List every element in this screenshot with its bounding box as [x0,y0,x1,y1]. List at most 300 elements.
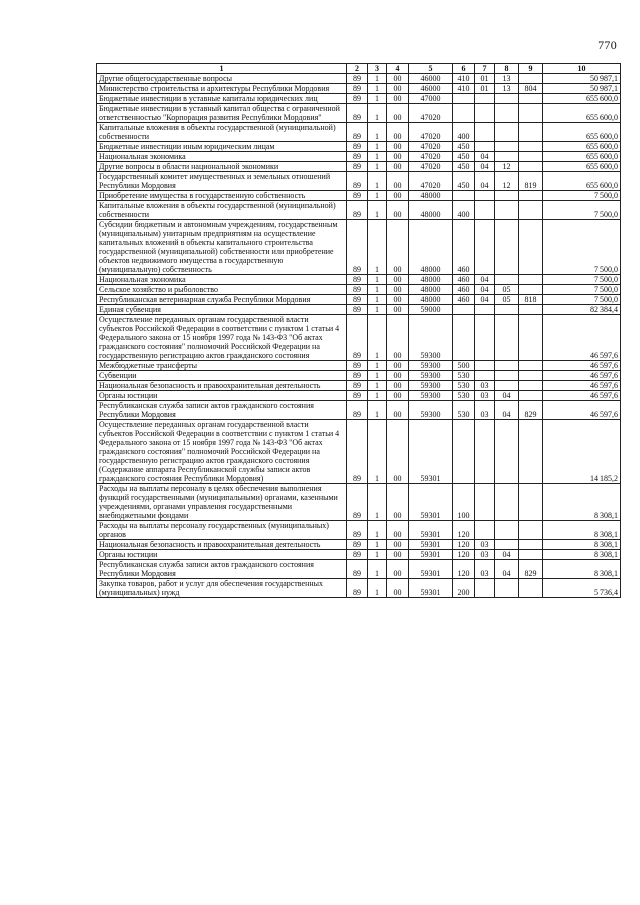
code-cell: 59300 [409,315,453,361]
code-cell [475,361,495,371]
code-cell: 89 [347,285,368,295]
amount-cell: 8 308,1 [543,550,621,560]
code-cell [519,152,543,162]
code-cell [495,275,519,285]
code-cell: 59301 [409,579,453,598]
code-cell: 00 [387,295,409,305]
code-cell [495,420,519,484]
code-cell: 89 [347,521,368,540]
amount-cell: 8 308,1 [543,521,621,540]
code-cell: 00 [387,550,409,560]
code-cell [475,579,495,598]
row-name-cell: Бюджетные инвестиции в уставные капиталы юридических лиц [97,94,347,104]
code-cell: 1 [368,191,387,201]
code-cell: 04 [475,275,495,285]
amount-cell: 7 500,0 [543,191,621,201]
code-cell [495,142,519,152]
row-name-cell: Субвенции [97,371,347,381]
code-cell: 1 [368,123,387,142]
row-name-cell: Республиканская служба записи актов гражданского состояния Республики Мордовия [97,401,347,420]
code-cell: 89 [347,94,368,104]
row-name-cell: Бюджетные инвестиции иным юридическим лицам [97,142,347,152]
amount-cell: 5 736,4 [543,579,621,598]
row-name-cell: Республиканская служба записи актов гражданского состояния Республики Мордовия [97,560,347,579]
code-cell: 1 [368,401,387,420]
code-cell [519,305,543,315]
code-cell [519,361,543,371]
code-cell: 04 [475,162,495,172]
column-header: 2 [347,64,368,74]
code-cell [475,104,495,123]
code-cell: 00 [387,381,409,391]
code-cell [519,391,543,401]
code-cell: 829 [519,401,543,420]
code-cell: 00 [387,484,409,521]
row-name-cell: Республиканская ветеринарная служба Республики Мордовия [97,295,347,305]
code-cell: 89 [347,315,368,361]
code-cell [475,142,495,152]
code-cell: 89 [347,484,368,521]
code-cell: 13 [495,74,519,84]
row-name-cell: Национальная безопасность и правоохранительная деятельность [97,540,347,550]
code-cell: 59301 [409,550,453,560]
code-cell: 89 [347,162,368,172]
amount-cell: 655 600,0 [543,162,621,172]
amount-cell: 46 597,6 [543,381,621,391]
code-cell: 1 [368,550,387,560]
column-header: 6 [453,64,475,74]
code-cell: 12 [495,162,519,172]
code-cell [475,123,495,142]
code-cell: 13 [495,84,519,94]
amount-cell: 14 185,2 [543,420,621,484]
column-header: 1 [97,64,347,74]
code-cell: 89 [347,84,368,94]
amount-cell: 655 600,0 [543,172,621,191]
code-cell [495,104,519,123]
table-row [97,361,621,371]
code-cell: 46000 [409,74,453,84]
code-cell: 1 [368,315,387,361]
amount-cell: 46 597,6 [543,315,621,361]
code-cell [519,74,543,84]
code-cell: 04 [495,550,519,560]
row-name-cell: Сельское хозяйство и рыболовство [97,285,347,295]
code-cell: 1 [368,295,387,305]
amount-cell: 7 500,0 [543,201,621,220]
code-cell: 00 [387,201,409,220]
amount-cell: 46 597,6 [543,391,621,401]
table-row [97,371,621,381]
row-name-cell: Осуществление переданных органам государственной власти субъектов Российской Федерации в соответствии с пунктом 1 статьи 4 Федерального закона от 15 ноября 1997 года № 143-ФЗ "Об актах гражданского состояния" полномочий Российской Федерации на государственную регистрацию актов гражданского состояния (Содержание аппарата Республиканской службы записи актов гражданского состояния Республики Мордовия) [97,420,347,484]
code-cell [453,104,475,123]
code-cell [519,420,543,484]
code-cell [475,305,495,315]
code-cell: 89 [347,123,368,142]
code-cell: 00 [387,315,409,361]
row-name-cell: Межбюджетные трансферты [97,361,347,371]
code-cell [519,104,543,123]
code-cell: 00 [387,275,409,285]
code-cell [519,201,543,220]
amount-cell: 50 987,1 [543,74,621,84]
table-row [97,391,621,401]
code-cell: 89 [347,550,368,560]
code-cell: 05 [495,295,519,305]
row-name-cell: Осуществление переданных органам государственной власти субъектов Российской Федерации в соответствии с пунктом 1 статьи 4 Федерального закона от 15 ноября 1997 года № 143-ФЗ "Об актах гражданского состояния" полномочий Российской Федерации на государственную регистрацию актов гражданского состояния [97,315,347,361]
code-cell: 03 [475,381,495,391]
code-cell: 47000 [409,94,453,104]
row-name-cell: Органы юстиции [97,550,347,560]
code-cell: 00 [387,579,409,598]
table-row [97,420,621,484]
code-cell: 89 [347,391,368,401]
amount-cell: 7 500,0 [543,275,621,285]
row-name-cell: Капитальные вложения в объекты государственной (муниципальной) собственности [97,201,347,220]
code-cell: 89 [347,152,368,162]
code-cell: 410 [453,84,475,94]
code-cell: 530 [453,381,475,391]
row-name-cell: Бюджетные инвестиции в уставный капитал общества с ограниченной ответственностью "Корпорация развития Республики Мордовия" [97,104,347,123]
code-cell [495,521,519,540]
code-cell: 89 [347,201,368,220]
code-cell: 59301 [409,420,453,484]
code-cell: 1 [368,94,387,104]
code-cell: 59300 [409,401,453,420]
code-cell: 89 [347,381,368,391]
code-cell: 59300 [409,381,453,391]
table-row [97,94,621,104]
column-header: 10 [543,64,621,74]
table-row [97,381,621,391]
code-cell: 46000 [409,84,453,94]
table-row [97,104,621,123]
table-header-row [97,64,621,74]
code-cell: 89 [347,74,368,84]
code-cell: 1 [368,521,387,540]
code-cell: 89 [347,305,368,315]
table-row [97,579,621,598]
code-cell: 89 [347,172,368,191]
row-name-cell: Органы юстиции [97,391,347,401]
code-cell [519,540,543,550]
code-cell: 1 [368,371,387,381]
code-cell: 1 [368,162,387,172]
code-cell: 89 [347,191,368,201]
amount-cell: 46 597,6 [543,401,621,420]
code-cell [495,191,519,201]
code-cell: 00 [387,191,409,201]
code-cell: 1 [368,74,387,84]
amount-cell: 655 600,0 [543,152,621,162]
code-cell: 89 [347,560,368,579]
code-cell: 1 [368,579,387,598]
code-cell [519,550,543,560]
amount-cell: 655 600,0 [543,104,621,123]
code-cell: 47020 [409,172,453,191]
code-cell: 00 [387,172,409,191]
amount-cell: 8 308,1 [543,484,621,521]
table-row [97,295,621,305]
code-cell: 89 [347,142,368,152]
code-cell: 1 [368,275,387,285]
code-cell: 05 [495,285,519,295]
code-cell: 120 [453,550,475,560]
code-cell: 00 [387,123,409,142]
code-cell [495,123,519,142]
code-cell: 89 [347,579,368,598]
code-cell: 450 [453,172,475,191]
table-body [97,74,621,598]
budget-table [96,63,621,598]
code-cell: 00 [387,84,409,94]
code-cell [495,220,519,275]
code-cell: 59300 [409,391,453,401]
code-cell: 530 [453,371,475,381]
table-row [97,540,621,550]
code-cell [495,371,519,381]
table-row [97,74,621,84]
code-cell [475,220,495,275]
code-cell [519,162,543,172]
row-name-cell: Капитальные вложения в объекты государственной (муниципальной) собственности [97,123,347,142]
code-cell [475,521,495,540]
code-cell [519,521,543,540]
code-cell: 400 [453,201,475,220]
row-name-cell: Субсидии бюджетным и автономным учреждениям, государственным (муниципальным) унитарным предприятиям на осуществление капитальных вложений в объекты капитального строительства государственной (муниципальной) собственности или приобретение объектов недвижимого имущества в государственную (муниципальную) собственность [97,220,347,275]
table-row [97,172,621,191]
code-cell: 48000 [409,275,453,285]
row-name-cell: Расходы на выплаты персоналу в целях обеспечения выполнения функций государственными (муниципальными) органами, казенными учреждениями, органами управления государственными внебюджетными фондами [97,484,347,521]
code-cell: 48000 [409,191,453,201]
code-cell: 100 [453,484,475,521]
code-cell [519,142,543,152]
code-cell: 03 [475,560,495,579]
code-cell: 01 [475,84,495,94]
code-cell: 00 [387,401,409,420]
code-cell: 59301 [409,521,453,540]
code-cell [519,94,543,104]
code-cell: 819 [519,172,543,191]
code-cell [475,201,495,220]
code-cell [453,191,475,201]
code-cell [495,315,519,361]
code-cell [495,361,519,371]
code-cell [495,381,519,391]
code-cell: 1 [368,381,387,391]
column-header: 7 [475,64,495,74]
code-cell [519,381,543,391]
code-cell [519,371,543,381]
code-cell [475,371,495,381]
row-name-cell: Национальная безопасность и правоохранительная деятельность [97,381,347,391]
amount-cell: 655 600,0 [543,142,621,152]
code-cell: 00 [387,142,409,152]
code-cell: 89 [347,361,368,371]
code-cell: 00 [387,391,409,401]
code-cell: 47020 [409,152,453,162]
code-cell: 460 [453,275,475,285]
code-cell: 48000 [409,220,453,275]
amount-cell: 7 500,0 [543,285,621,295]
code-cell: 804 [519,84,543,94]
code-cell: 460 [453,295,475,305]
table-row [97,275,621,285]
code-cell: 48000 [409,295,453,305]
code-cell: 1 [368,560,387,579]
amount-cell: 7 500,0 [543,220,621,275]
code-cell: 400 [453,123,475,142]
code-cell [519,123,543,142]
table-row [97,123,621,142]
code-cell: 200 [453,579,475,598]
code-cell: 00 [387,94,409,104]
code-cell [495,94,519,104]
code-cell: 00 [387,220,409,275]
code-cell: 47020 [409,142,453,152]
code-cell [519,579,543,598]
code-cell: 04 [475,285,495,295]
code-cell: 59000 [409,305,453,315]
table-row [97,142,621,152]
code-cell: 47020 [409,162,453,172]
row-name-cell: Государственный комитет имущественных и земельных отношений Республики Мордовия [97,172,347,191]
row-name-cell: Другие общегосударственные вопросы [97,74,347,84]
code-cell: 12 [495,172,519,191]
code-cell: 00 [387,420,409,484]
code-cell: 1 [368,220,387,275]
code-cell: 1 [368,201,387,220]
code-cell: 1 [368,104,387,123]
row-name-cell: Министерство строительства и архитектуры Республики Мордовия [97,84,347,94]
code-cell: 00 [387,285,409,295]
amount-cell: 655 600,0 [543,94,621,104]
amount-cell: 8 308,1 [543,560,621,579]
code-cell: 01 [475,74,495,84]
code-cell: 04 [475,172,495,191]
amount-cell: 46 597,6 [543,371,621,381]
code-cell [475,484,495,521]
code-cell: 59300 [409,371,453,381]
code-cell: 818 [519,295,543,305]
table-row [97,305,621,315]
code-cell: 03 [475,550,495,560]
code-cell: 1 [368,172,387,191]
column-header: 5 [409,64,453,74]
table-row [97,191,621,201]
code-cell: 829 [519,560,543,579]
amount-cell: 46 597,6 [543,361,621,371]
code-cell [519,275,543,285]
table-row [97,521,621,540]
code-cell: 03 [475,391,495,401]
code-cell: 00 [387,371,409,381]
row-name-cell: Другие вопросы в области национальной экономики [97,162,347,172]
code-cell: 89 [347,275,368,285]
code-cell: 1 [368,285,387,295]
code-cell [519,484,543,521]
code-cell: 460 [453,220,475,275]
table-row [97,560,621,579]
table-row [97,152,621,162]
code-cell [453,305,475,315]
code-cell [519,315,543,361]
code-cell: 48000 [409,285,453,295]
table-row [97,484,621,521]
code-cell: 1 [368,361,387,371]
code-cell: 00 [387,521,409,540]
table-row [97,401,621,420]
code-cell: 530 [453,391,475,401]
code-cell: 59301 [409,484,453,521]
code-cell: 500 [453,361,475,371]
code-cell [519,220,543,275]
table-row [97,220,621,275]
code-cell: 00 [387,361,409,371]
page-number: 770 [598,38,617,52]
code-cell: 03 [475,540,495,550]
code-cell: 120 [453,521,475,540]
code-cell: 04 [495,391,519,401]
code-cell: 00 [387,162,409,172]
amount-cell: 655 600,0 [543,123,621,142]
row-name-cell: Национальная экономика [97,152,347,162]
code-cell: 120 [453,540,475,550]
code-cell: 00 [387,104,409,123]
code-cell [495,540,519,550]
row-name-cell: Единая субвенция [97,305,347,315]
code-cell: 460 [453,285,475,295]
code-cell: 89 [347,420,368,484]
table-row [97,315,621,361]
amount-cell: 82 384,4 [543,305,621,315]
code-cell: 89 [347,295,368,305]
code-cell: 1 [368,391,387,401]
table-row [97,285,621,295]
code-cell: 00 [387,540,409,550]
row-name-cell: Закупка товаров, работ и услуг для обеспечения государственных (муниципальных) нужд [97,579,347,598]
code-cell [453,94,475,104]
code-cell [495,152,519,162]
code-cell: 04 [475,295,495,305]
code-cell: 00 [387,152,409,162]
row-name-cell: Приобретение имущества в государственную собственность [97,191,347,201]
code-cell [495,579,519,598]
code-cell: 530 [453,401,475,420]
code-cell: 04 [495,560,519,579]
code-cell: 47020 [409,104,453,123]
code-cell: 89 [347,401,368,420]
code-cell [475,94,495,104]
code-cell: 1 [368,484,387,521]
code-cell: 89 [347,540,368,550]
code-cell: 89 [347,220,368,275]
code-cell: 450 [453,152,475,162]
code-cell: 1 [368,540,387,550]
code-cell: 1 [368,142,387,152]
code-cell: 48000 [409,201,453,220]
code-cell: 00 [387,305,409,315]
code-cell: 03 [475,401,495,420]
code-cell [519,191,543,201]
code-cell [475,191,495,201]
table-row [97,201,621,220]
column-header: 3 [368,64,387,74]
code-cell: 04 [475,152,495,162]
table-row [97,550,621,560]
row-name-cell: Национальная экономика [97,275,347,285]
code-cell: 1 [368,305,387,315]
